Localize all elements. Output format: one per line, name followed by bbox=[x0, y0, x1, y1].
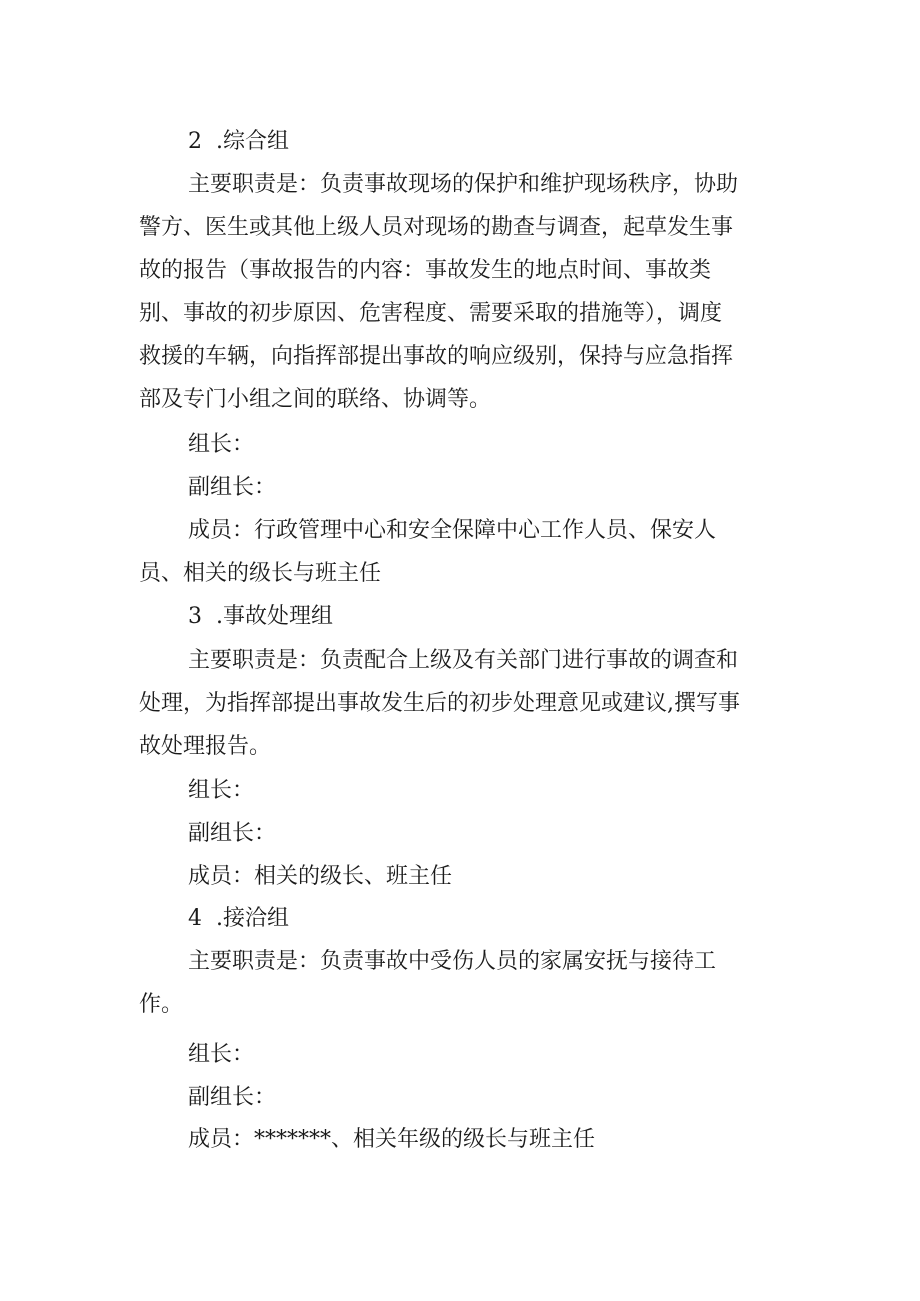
deputy-leader-label: 副组长： bbox=[188, 1085, 277, 1110]
duty-text-line: 主要职责是：负责事故现场的保护和维护现场秩序，协助 bbox=[188, 172, 739, 197]
members-text-line: 员、相关的级长与班主任 bbox=[139, 561, 382, 586]
duty-text-line: 处理，为指挥部提出事故发生后的初步处理意见或建议,撰写事 bbox=[139, 691, 740, 716]
duty-text-line: 主要职责是：负责事故中受伤人员的家属安抚与接待工 bbox=[188, 949, 717, 974]
deputy-leader-label: 副组长： bbox=[188, 475, 277, 500]
duty-text-line: 部及专门小组之间的联络、协调等。 bbox=[139, 387, 492, 412]
section-heading-3: 3 .事故处理组 bbox=[188, 604, 333, 629]
members-text-line: 成员：行政管理中心和安全保障中心工作人员、保安人 bbox=[188, 518, 717, 543]
section-heading-4: 4 .接洽组 bbox=[188, 906, 289, 931]
section-heading-2: 2 .综合组 bbox=[188, 129, 289, 154]
members-text-line: 成员：*******、相关年级的级长与班主任 bbox=[188, 1127, 596, 1152]
members-text-line: 成员：相关的级长、班主任 bbox=[188, 864, 453, 889]
duty-text-line: 救援的车辆，向指挥部提出事故的响应级别，保持与应急指挥 bbox=[139, 344, 734, 369]
duty-text-line: 别、事故的初步原因、危害程度、需要采取的措施等），调度 bbox=[139, 301, 723, 326]
duty-text-line: 故的报告（事故报告的内容：事故发生的地点时间、事故类 bbox=[139, 258, 712, 283]
leader-label: 组长： bbox=[188, 1042, 255, 1067]
duty-text-line: 主要职责是：负责配合上级及有关部门进行事故的调查和 bbox=[188, 648, 739, 673]
deputy-leader-label: 副组长： bbox=[188, 821, 277, 846]
duty-text-line: 故处理报告。 bbox=[139, 734, 272, 759]
duty-text-line: 作。 bbox=[139, 992, 184, 1017]
duty-text-line: 警方、医生或其他上级人员对现场的勘查与调查，起草发生事 bbox=[139, 215, 734, 240]
leader-label: 组长： bbox=[188, 432, 255, 457]
leader-label: 组长： bbox=[188, 778, 255, 803]
